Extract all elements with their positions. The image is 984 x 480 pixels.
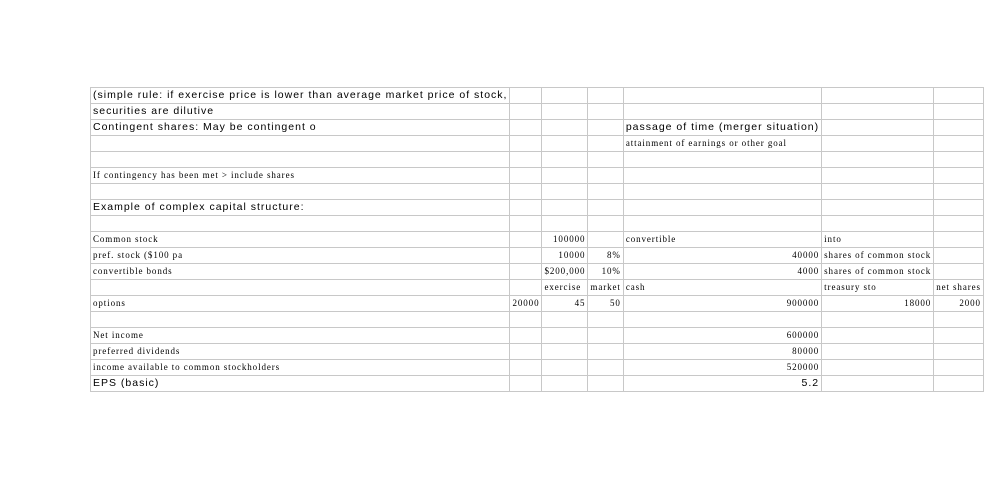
sheet-row — [91, 88, 984, 104]
cell[interactable] — [822, 312, 934, 328]
sheet-row — [91, 104, 984, 120]
cell[interactable] — [588, 264, 623, 280]
cell[interactable] — [822, 136, 934, 152]
cell[interactable] — [542, 184, 588, 200]
cell-text: market — [590, 282, 621, 292]
cell-text: income available to common stockholders — [93, 362, 281, 372]
cell[interactable] — [934, 280, 984, 296]
cell[interactable] — [822, 232, 934, 248]
cell[interactable] — [91, 136, 510, 152]
cell[interactable] — [510, 344, 542, 360]
cell-text: exercise — [544, 282, 582, 292]
cell-text: 10000 — [558, 250, 586, 260]
cell[interactable] — [510, 104, 542, 120]
cell[interactable] — [623, 264, 821, 280]
cell-text: convertible bonds — [93, 266, 173, 276]
cell-text: 50 — [610, 298, 621, 308]
cell[interactable] — [588, 344, 623, 360]
cell[interactable] — [91, 312, 510, 328]
cell[interactable] — [542, 248, 588, 264]
cell[interactable] — [934, 88, 984, 104]
cell[interactable] — [588, 88, 623, 104]
cell-text: 600000 — [786, 330, 820, 340]
cell[interactable] — [91, 152, 510, 168]
cell[interactable] — [588, 216, 623, 232]
sheet-row — [91, 344, 984, 360]
cell[interactable] — [934, 376, 984, 392]
cell[interactable] — [91, 232, 510, 248]
cell[interactable] — [91, 344, 510, 360]
cell-text: (simple rule: if exercise price is lower than average market price of stock, — [93, 89, 508, 101]
cell-text: $200,000 — [544, 266, 586, 276]
cell[interactable] — [822, 104, 934, 120]
cell[interactable] — [934, 360, 984, 376]
cell-text: 45 — [574, 298, 586, 308]
cell[interactable] — [623, 328, 821, 344]
cell[interactable] — [588, 120, 623, 136]
cell[interactable] — [588, 312, 623, 328]
cell[interactable] — [91, 168, 510, 184]
cell[interactable] — [934, 200, 984, 216]
cell[interactable] — [91, 184, 510, 200]
cell[interactable] — [934, 328, 984, 344]
cell-text: shares of common stock — [824, 266, 932, 276]
cell[interactable] — [542, 328, 588, 344]
cell[interactable] — [934, 136, 984, 152]
cell[interactable] — [822, 344, 934, 360]
cell[interactable] — [623, 216, 821, 232]
sheet-row — [91, 248, 984, 264]
cell[interactable] — [542, 168, 588, 184]
cell[interactable] — [510, 280, 542, 296]
sheet-row — [91, 232, 984, 248]
cell[interactable] — [623, 168, 821, 184]
cell[interactable] — [588, 168, 623, 184]
cell[interactable] — [588, 376, 623, 392]
cell[interactable] — [510, 232, 542, 248]
cell-text: 4000 — [797, 266, 820, 276]
cell[interactable] — [542, 312, 588, 328]
cell[interactable] — [934, 168, 984, 184]
cell[interactable] — [588, 296, 623, 312]
sheet-row — [91, 360, 984, 376]
cell[interactable] — [510, 296, 542, 312]
cell[interactable] — [91, 216, 510, 232]
cell[interactable] — [934, 184, 984, 200]
cell-text: shares of common stock — [824, 250, 932, 260]
cell[interactable] — [542, 120, 588, 136]
cell[interactable] — [510, 184, 542, 200]
cell[interactable] — [542, 360, 588, 376]
cell[interactable] — [623, 104, 821, 120]
cell-text: cash — [625, 282, 646, 292]
cell[interactable] — [623, 248, 821, 264]
cell[interactable] — [542, 216, 588, 232]
cell[interactable] — [822, 184, 934, 200]
cell-text: 2000 — [959, 298, 981, 308]
cell[interactable] — [934, 344, 984, 360]
cell[interactable] — [588, 136, 623, 152]
cell[interactable] — [91, 360, 510, 376]
cell[interactable] — [510, 328, 542, 344]
cell[interactable] — [510, 136, 542, 152]
sheet-row — [91, 264, 984, 280]
cell-text: passage of time (merger situation) — [625, 121, 820, 133]
cell[interactable] — [510, 168, 542, 184]
cell[interactable] — [588, 152, 623, 168]
cell[interactable] — [588, 104, 623, 120]
cell[interactable] — [934, 232, 984, 248]
cell[interactable] — [822, 200, 934, 216]
cell[interactable] — [542, 232, 588, 248]
cell[interactable] — [91, 104, 510, 120]
cell[interactable] — [623, 296, 821, 312]
cell-text: preferred dividends — [93, 346, 181, 356]
cell[interactable] — [91, 120, 510, 136]
cell[interactable] — [623, 280, 821, 296]
cell[interactable] — [934, 216, 984, 232]
cell[interactable] — [542, 280, 588, 296]
cell[interactable] — [91, 200, 510, 216]
cell[interactable] — [91, 376, 510, 392]
cell[interactable] — [91, 296, 510, 312]
sheet-row — [91, 216, 984, 232]
cell[interactable] — [822, 360, 934, 376]
cell[interactable] — [542, 296, 588, 312]
cell[interactable] — [510, 264, 542, 280]
cell[interactable] — [91, 248, 510, 264]
cell-text: Common stock — [93, 234, 159, 244]
cell[interactable] — [588, 232, 623, 248]
cell[interactable] — [623, 120, 821, 136]
cell[interactable] — [588, 184, 623, 200]
spreadsheet-grid — [90, 87, 984, 392]
cell[interactable] — [623, 152, 821, 168]
cell[interactable] — [588, 328, 623, 344]
cell-text: 100000 — [553, 234, 586, 244]
cell-text: Contingent shares: May be contingent o — [93, 121, 317, 133]
cell-text: 10% — [601, 266, 621, 276]
cell-text: net shares — [936, 282, 981, 292]
cell[interactable] — [542, 104, 588, 120]
cell[interactable] — [91, 280, 510, 296]
cell[interactable] — [934, 264, 984, 280]
cell[interactable] — [623, 344, 821, 360]
cell[interactable] — [822, 280, 934, 296]
cell[interactable] — [510, 152, 542, 168]
cell-text: pref. stock ($100 pa — [93, 250, 183, 260]
cell[interactable] — [623, 136, 821, 152]
cell[interactable] — [822, 264, 934, 280]
cell-text: 18000 — [904, 298, 932, 308]
cell[interactable] — [588, 280, 623, 296]
cell[interactable] — [822, 328, 934, 344]
cell-text: Net income — [93, 330, 144, 340]
cell[interactable] — [510, 216, 542, 232]
sheet-row — [91, 296, 984, 312]
cell-text: 900000 — [786, 298, 820, 308]
cell[interactable] — [91, 264, 510, 280]
cell-text: 40000 — [792, 250, 820, 260]
cell[interactable] — [822, 216, 934, 232]
cell-text: 80000 — [792, 346, 820, 356]
cell[interactable] — [510, 360, 542, 376]
sheet-row — [91, 312, 984, 328]
cell[interactable] — [934, 120, 984, 136]
cell[interactable] — [822, 248, 934, 264]
cell-text: attainment of earnings or other goal — [625, 138, 787, 148]
cell-text: treasury sto — [824, 282, 877, 292]
sheet-row — [91, 184, 984, 200]
cell[interactable] — [588, 360, 623, 376]
sheet-row — [91, 120, 984, 136]
cell-text: EPS (basic) — [93, 377, 160, 389]
cell[interactable] — [934, 248, 984, 264]
cell[interactable] — [623, 88, 821, 104]
sheet-row — [91, 152, 984, 168]
cell[interactable] — [510, 88, 542, 104]
cell[interactable] — [934, 152, 984, 168]
sheet-row — [91, 376, 984, 392]
cell-text: options — [93, 298, 126, 308]
cell[interactable] — [510, 120, 542, 136]
cell[interactable] — [822, 376, 934, 392]
cell[interactable] — [91, 328, 510, 344]
cell[interactable] — [822, 296, 934, 312]
cell-text: convertible — [625, 234, 677, 244]
cell[interactable] — [934, 296, 984, 312]
sheet-row — [91, 280, 984, 296]
cell-text: securities are dilutive — [93, 105, 215, 117]
cell[interactable] — [542, 200, 588, 216]
sheet-row — [91, 200, 984, 216]
cell[interactable] — [623, 312, 821, 328]
cell[interactable] — [822, 168, 934, 184]
cell[interactable] — [542, 136, 588, 152]
cell[interactable] — [510, 200, 542, 216]
cell[interactable] — [542, 376, 588, 392]
sheet-row — [91, 328, 984, 344]
cell-text: 20000 — [512, 298, 540, 308]
cell[interactable] — [510, 376, 542, 392]
cell[interactable] — [623, 232, 821, 248]
cell[interactable] — [542, 88, 588, 104]
cell[interactable] — [934, 104, 984, 120]
cell[interactable] — [822, 120, 934, 136]
cell[interactable] — [623, 360, 821, 376]
cell[interactable] — [822, 88, 934, 104]
cell[interactable] — [542, 264, 588, 280]
sheet-row — [91, 136, 984, 152]
cell[interactable] — [542, 344, 588, 360]
cell[interactable] — [588, 248, 623, 264]
cell[interactable] — [934, 312, 984, 328]
cell[interactable] — [623, 376, 821, 392]
cell-text: 5.2 — [801, 377, 820, 389]
sheet-row — [91, 168, 984, 184]
cell[interactable] — [542, 152, 588, 168]
cell[interactable] — [510, 312, 542, 328]
cell-text: 520000 — [786, 362, 820, 372]
cell-text: 8% — [607, 250, 621, 260]
cell-text: If contingency has been met > include shares — [93, 170, 295, 180]
cell[interactable] — [822, 152, 934, 168]
cell-text: into — [824, 234, 842, 244]
cell[interactable] — [623, 184, 821, 200]
cell[interactable] — [588, 200, 623, 216]
cell-text: Example of complex capital structure: — [93, 201, 305, 213]
cell[interactable] — [623, 200, 821, 216]
cell[interactable] — [510, 248, 542, 264]
cell[interactable] — [91, 88, 510, 104]
